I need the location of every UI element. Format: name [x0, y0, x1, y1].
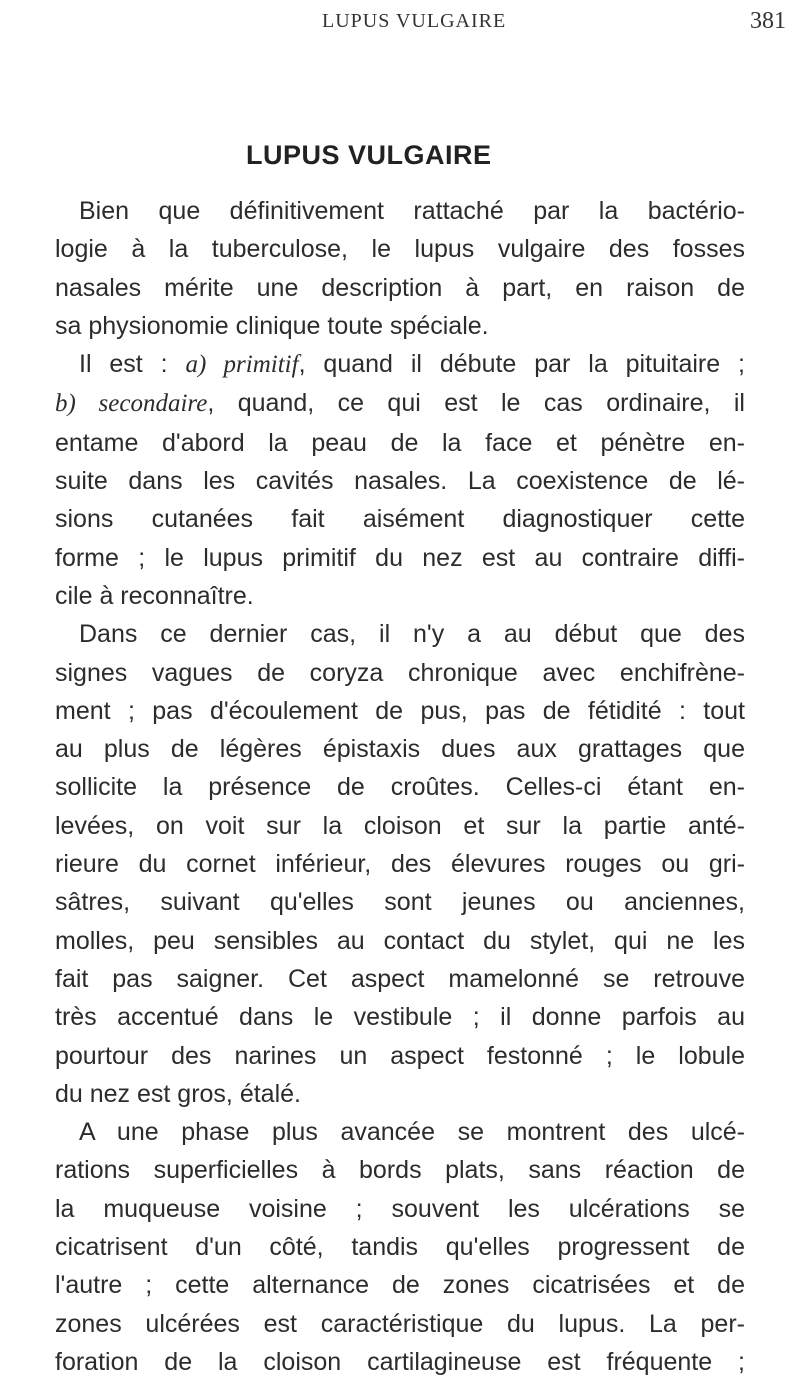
- page-number: 381: [750, 8, 786, 34]
- text-fragment: , quand, ce qui est le cas ordinaire, il: [207, 389, 745, 418]
- running-title: LUPUS VULGAIRE: [322, 10, 507, 32]
- text-line: ment ; pas d'écoulement de pus, pas de fétidité : tout: [55, 696, 745, 725]
- text-line: [55, 345, 745, 384]
- text-line: la muqueuse voisine ; souvent les ulcérations se: [55, 1194, 745, 1223]
- text-line: fait pas saigner. Cet aspect mamelonné se retrouve: [55, 964, 745, 993]
- chapter-title: LUPUS VULGAIRE: [246, 140, 492, 170]
- text-line: au plus de légères épistaxis dues aux grattages que: [55, 735, 745, 764]
- text-line: zones ulcérées est caractéristique du lupus. La per-: [55, 1309, 745, 1338]
- text-line: cile à reconnaître.: [55, 581, 254, 610]
- text-line: rieure du cornet inférieur, des élevures rouges ou gri-: [55, 850, 745, 879]
- text-line: A une phase plus avancée se montrent des ulcé-: [79, 1118, 745, 1147]
- text-line: molles, peu sensibles au contact du stylet, qui ne les: [55, 926, 745, 955]
- text-line: sions cutanées fait aisément diagnostiquer cette: [55, 505, 745, 534]
- text-fragment: Il est :: [79, 350, 186, 379]
- text-line: pourtour des narines un aspect festonné ; le lobule: [55, 1041, 745, 1070]
- text-line: levées, on voit sur la cloison et sur la partie anté-: [55, 811, 745, 840]
- text-line: sa physionomie clinique toute spéciale.: [55, 311, 489, 340]
- italic-term: a) primitif: [185, 351, 299, 379]
- text-line: du nez est gros, étalé.: [55, 1079, 301, 1108]
- text-line: nasales mérite une description à part, en raison de: [55, 273, 745, 302]
- text-line: cicatrisent d'un côté, tandis qu'elles progressent de: [55, 1233, 745, 1262]
- text-line: signes vagues de coryza chronique avec enchifrène-: [55, 658, 745, 687]
- text-line: foration de la cloison cartilagineuse est fréquente ;: [55, 1347, 745, 1376]
- text-line: logie à la tuberculose, le lupus vulgaire des fosses: [55, 235, 745, 264]
- text-fragment: , quand il débute par la pituitaire ;: [298, 350, 745, 379]
- text-line: suite dans les cavités nasales. La coexistence de lé-: [55, 467, 745, 496]
- text-line: l'autre ; cette alternance de zones cicatrisées et de: [55, 1271, 745, 1300]
- italic-term: b) secondaire: [55, 390, 208, 418]
- text-line: rations superficielles à bords plats, sans réaction de: [55, 1156, 745, 1185]
- text-line: [55, 384, 745, 423]
- text-line: très accentué dans le vestibule ; il donne parfois au: [55, 1003, 745, 1032]
- body-text: [55, 192, 745, 1381]
- running-head: [0, 8, 800, 38]
- text-line: forme ; le lupus primitif du nez est au contraire diffi-: [55, 543, 745, 572]
- text-line: sollicite la présence de croûtes. Celles-ci étant en-: [55, 773, 745, 802]
- text-line: entame d'abord la peau de la face et pénètre en-: [55, 428, 745, 457]
- text-line: Dans ce dernier cas, il n'y a au début que des: [79, 620, 745, 649]
- text-line: Bien que définitivement rattaché par la bactério-: [79, 197, 745, 225]
- text-line: sâtres, suivant qu'elles sont jeunes ou anciennes,: [55, 888, 745, 917]
